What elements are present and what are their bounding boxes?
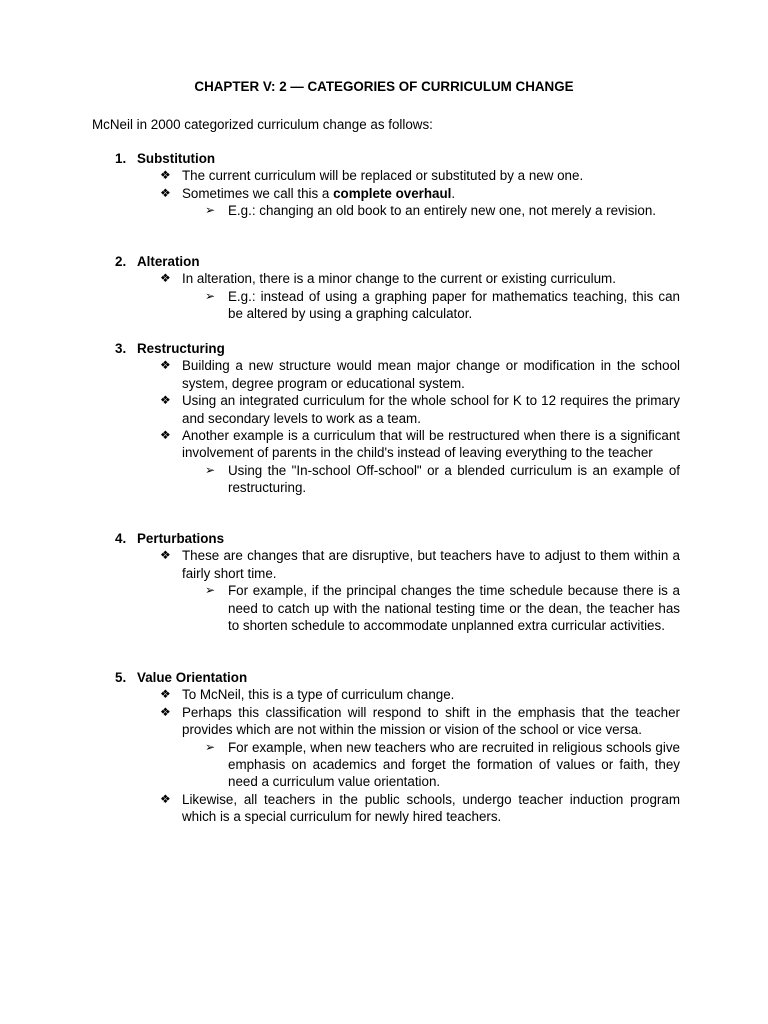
diamond-bullet-icon: ❖ <box>160 428 171 443</box>
section-alteration <box>115 253 680 323</box>
diamond-bullet-icon: ❖ <box>160 185 171 200</box>
page-title: CHAPTER V: 2 — CATEGORIES OF CURRICULUM CHANGE <box>194 79 574 94</box>
section-perturbations <box>115 530 680 634</box>
sub-bullet-item <box>205 288 680 323</box>
bullet-item <box>160 547 680 582</box>
bullet-item <box>160 686 680 703</box>
sub-bullet-text: E.g.: changing an old book to an entirely new one, not merely a revision. <box>228 203 657 219</box>
bullet-item <box>160 704 680 739</box>
bullet-text: Another example is a curriculum that will be restructured when there is a significant involvement of parents in the child's instead of leaving everything to the teacher <box>182 428 680 461</box>
bullet-text: The current curriculum will be replaced or substituted by a new one. <box>182 168 584 184</box>
section-number: 5. <box>115 670 127 685</box>
sub-bullet-item <box>205 462 680 497</box>
bullet-text: Using an integrated curriculum for the whole school for K to 12 requires the primary and secondary levels to work as a team. <box>182 393 680 426</box>
bullet-text: Likewise, all teachers in the public schools, undergo teacher induction program which is a special curriculum for newly hired teachers. <box>182 791 680 825</box>
arrow-bullet-icon: ➢ <box>205 583 216 598</box>
diamond-bullet-icon: ❖ <box>160 393 171 408</box>
diamond-bullet-icon: ❖ <box>160 168 171 183</box>
sub-bullet-text: Using the "In-school Off-school" or a blended curriculum is an example of restructuring. <box>228 462 680 496</box>
emphasis-text: complete overhaul <box>333 185 452 201</box>
section-number: 4. <box>115 531 127 546</box>
sub-bullet-item <box>205 202 680 219</box>
section-number: 1. <box>115 151 127 166</box>
section-substitution <box>115 150 680 220</box>
bullet-item <box>160 791 680 826</box>
sub-bullet-text: For example, if the principal changes the time schedule because there is a need to catch up with the national testing time or the dean, the teacher has to shorten schedule to accommodate unplanned extra curricular activities. <box>228 583 680 634</box>
arrow-bullet-icon: ➢ <box>205 203 216 218</box>
bullet-text: Building a new structure would mean major change or modification in the school system, degree program or educational system. <box>182 358 680 391</box>
intro-paragraph: McNeil in 2000 categorized curriculum change as follows: <box>92 117 433 132</box>
sub-bullet-item <box>205 739 680 791</box>
section-title: Perturbations <box>137 531 225 546</box>
section-heading <box>115 340 680 357</box>
section-number: 3. <box>115 341 127 356</box>
bullet-item <box>160 392 680 427</box>
bullet-text: To McNeil, this is a type of curriculum change. <box>182 687 455 703</box>
section-value-orientation <box>115 669 680 826</box>
sub-bullet-text: For example, when new teachers who are recruited in religious schools give emphasis on academics and forget the formation of values or faith, they need a curriculum value orientation. <box>228 739 680 790</box>
bullet-text: Sometimes we call this a complete overhaul. <box>182 185 456 201</box>
bullet-text: These are changes that are disruptive, but teachers have to adjust to them within a fairly short time. <box>182 548 680 581</box>
diamond-bullet-icon: ❖ <box>160 548 171 563</box>
diamond-bullet-icon: ❖ <box>160 704 171 719</box>
diamond-bullet-icon: ❖ <box>160 687 171 702</box>
section-restructuring <box>115 340 680 497</box>
section-heading <box>115 669 680 686</box>
section-title: Alteration <box>137 254 200 269</box>
sub-bullet-item <box>205 582 680 634</box>
bullet-item <box>160 427 680 462</box>
sub-bullet-text: E.g.: instead of using a graphing paper for mathematics teaching, this can be altered by using a graphing calculator. <box>228 288 680 322</box>
section-title: Restructuring <box>137 341 225 356</box>
bullet-item <box>160 167 680 184</box>
diamond-bullet-icon: ❖ <box>160 358 171 373</box>
bullet-item <box>160 270 680 287</box>
section-number: 2. <box>115 254 127 269</box>
arrow-bullet-icon: ➢ <box>205 288 216 303</box>
arrow-bullet-icon: ➢ <box>205 739 216 754</box>
section-title: Value Orientation <box>137 670 248 685</box>
section-heading <box>115 253 680 270</box>
bullet-text: In alteration, there is a minor change to the current or existing curriculum. <box>182 271 616 287</box>
arrow-bullet-icon: ➢ <box>205 462 216 477</box>
section-heading <box>115 530 680 547</box>
diamond-bullet-icon: ❖ <box>160 791 171 806</box>
bullet-item <box>160 357 680 392</box>
diamond-bullet-icon: ❖ <box>160 271 171 286</box>
bullet-text: Perhaps this classification will respond to shift in the emphasis that the teacher provides which are not within the mission or vision of the school or vice versa. <box>182 704 680 738</box>
section-title: Substitution <box>137 151 216 166</box>
section-heading <box>115 150 680 167</box>
bullet-item <box>160 185 680 202</box>
